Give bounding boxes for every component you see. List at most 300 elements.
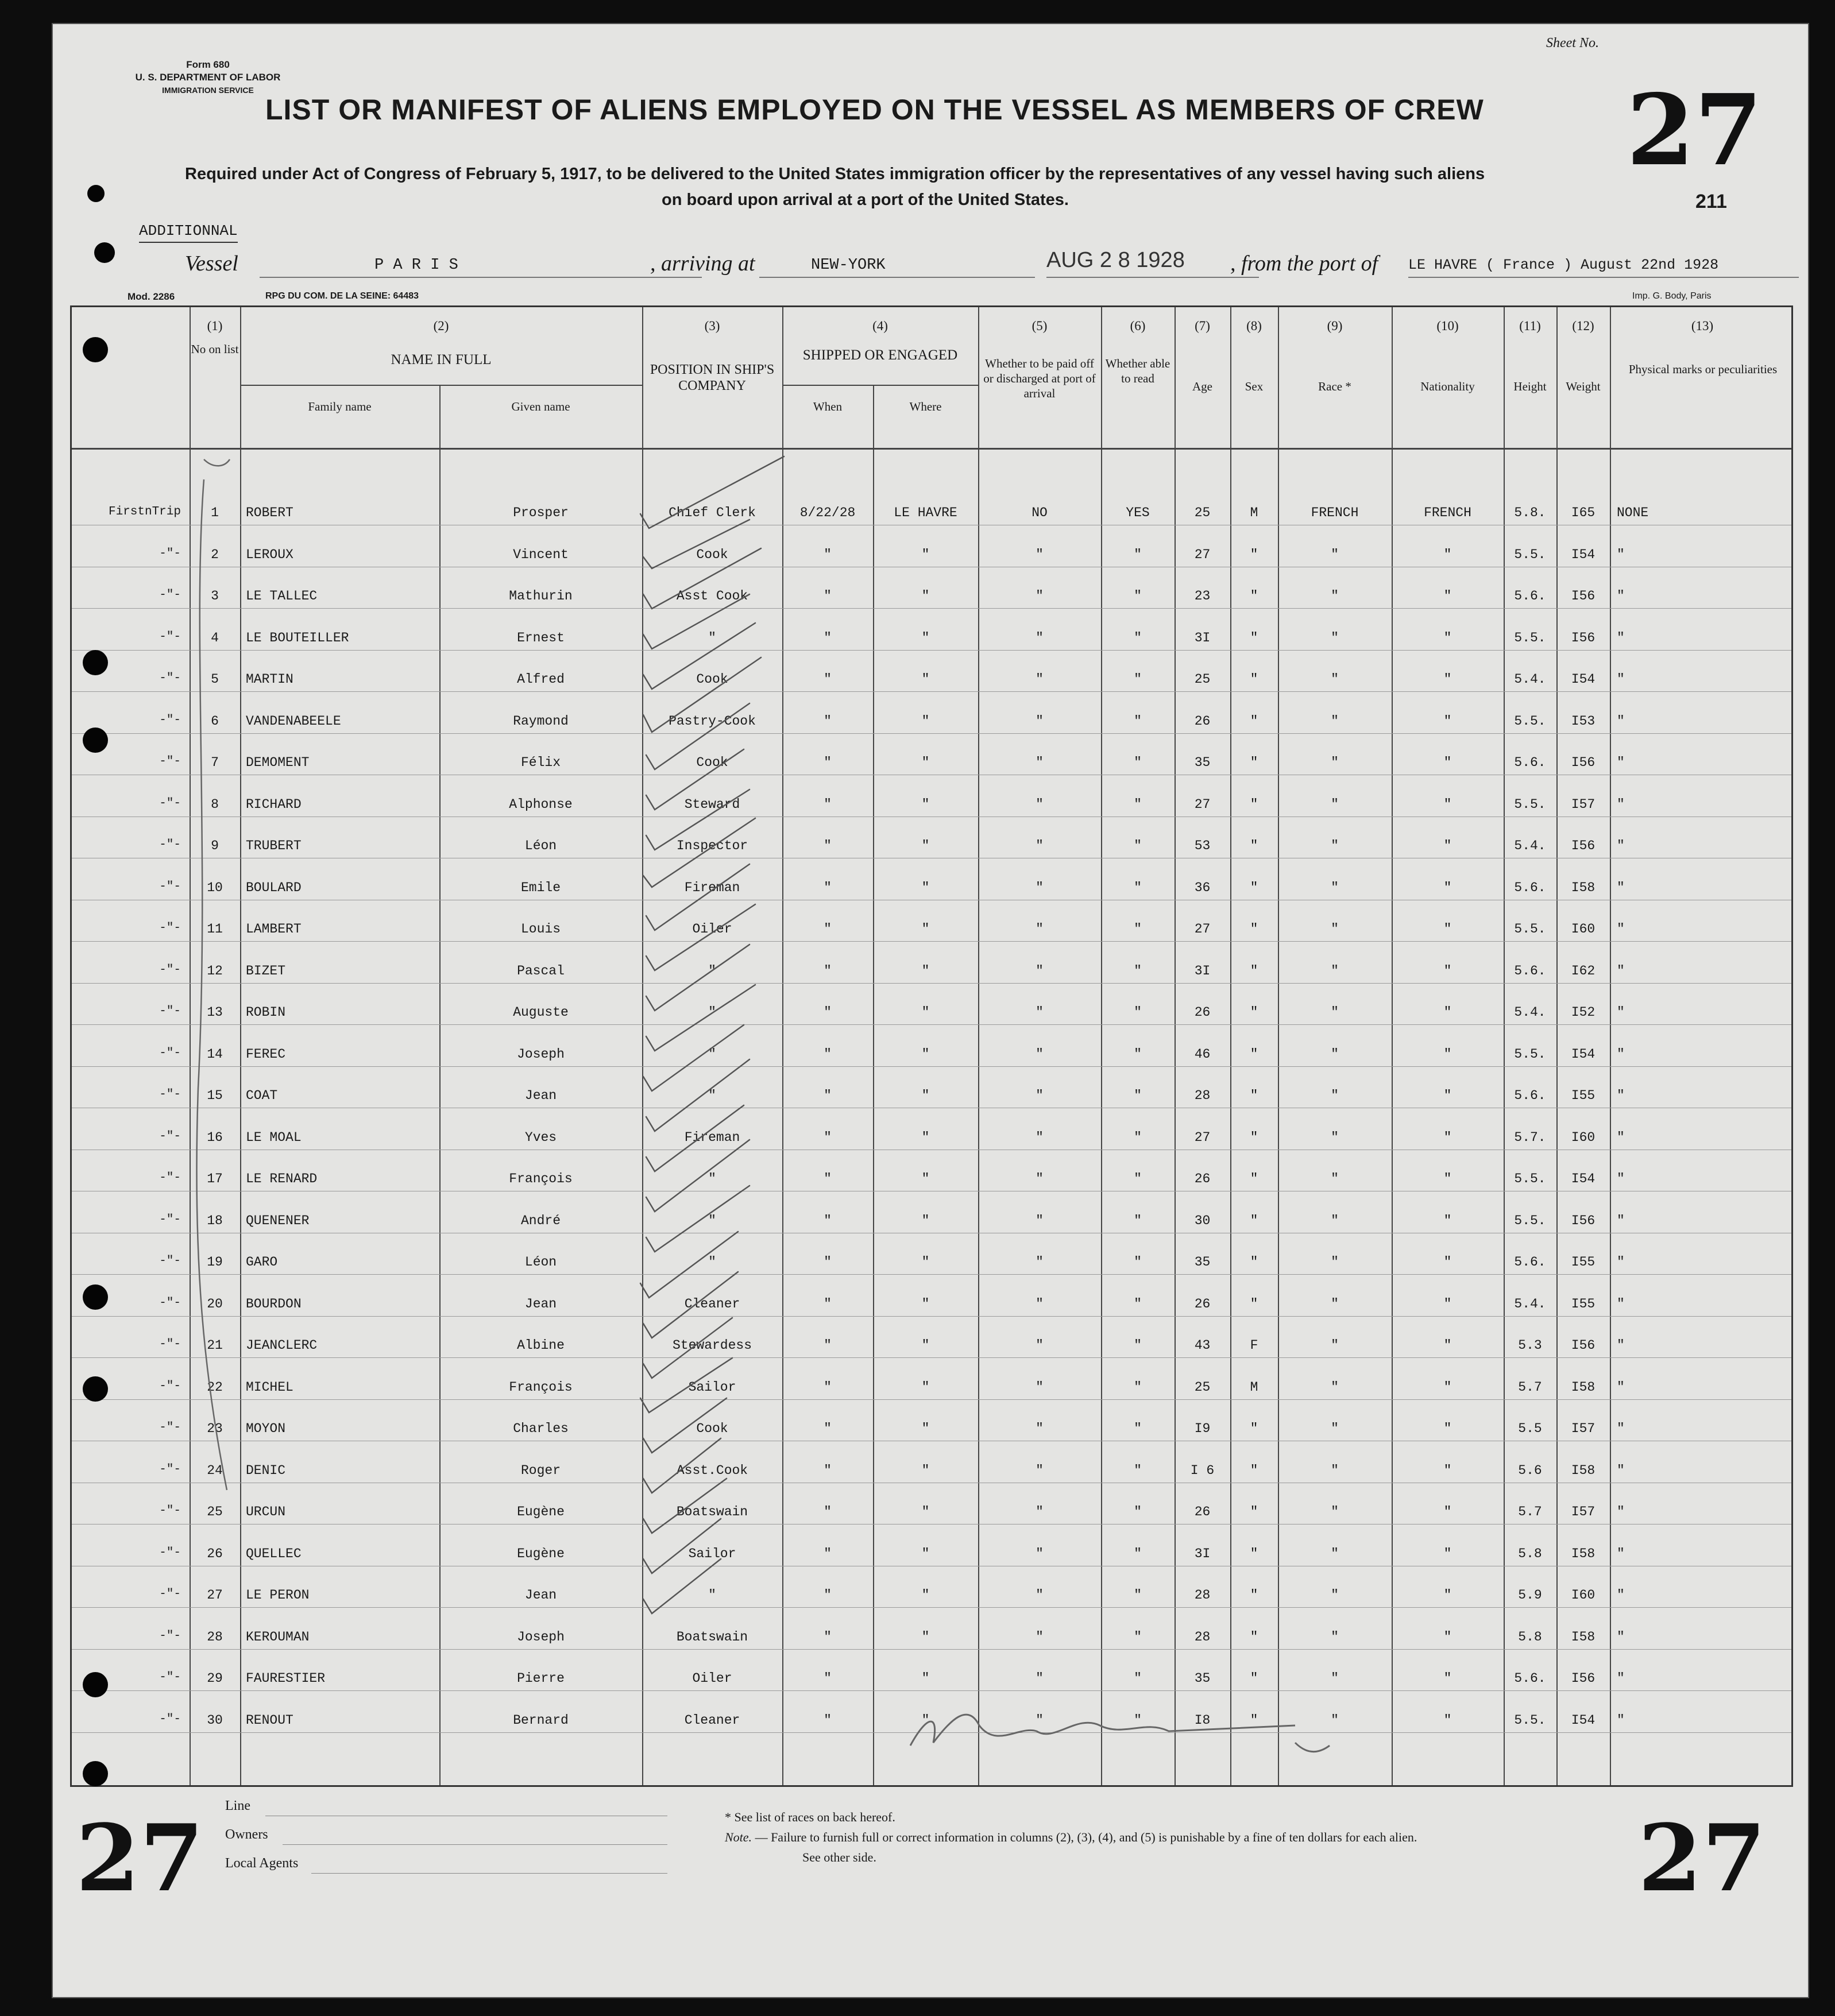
no-cell: 28 [207,1629,223,1644]
age-cell: 27 [1194,796,1211,812]
able-read-cell: " [1134,755,1142,770]
note-text: — Failure to furnish full or correct information in columns (2), (3), (4), and (5) is punishable by a fine of ten dollars for each alien. [755,1830,1417,1844]
given-name-cell: Joseph [517,1629,565,1644]
check-marks [635,451,790,1645]
age-cell: 26 [1194,713,1211,729]
height-cell: 5.6 [1518,1462,1542,1478]
hdr-physical: Physical marks or peculiarities [1628,362,1778,376]
position-cell: Pastry-Cook [669,713,756,729]
able-read-cell: " [1134,1338,1142,1353]
sex-cell: " [1250,1462,1258,1478]
weight-cell: I58 [1571,1629,1596,1644]
race-cell: " [1331,880,1339,895]
family-name-cell: JEANCLERC [246,1338,318,1353]
trip-cell: -"- [159,1296,181,1310]
weight-cell: I54 [1571,547,1596,562]
hdr-age: Age [1192,380,1212,393]
weight-cell: I56 [1571,755,1596,770]
weight-cell: I55 [1571,1255,1596,1270]
family-name-cell: URCUN [246,1504,286,1519]
fine-note [725,1830,1417,1845]
position-cell: " [708,630,716,645]
printer-left: RPG DU COM. DE LA SEINE: 64483 [265,291,419,301]
able-read-cell: " [1134,880,1142,895]
able-read-cell: " [1134,589,1142,603]
sex-cell: F [1250,1338,1258,1353]
paid-off-cell: " [1036,713,1044,729]
age-cell: 35 [1194,1671,1211,1686]
height-cell: 5.8 [1518,1629,1542,1644]
paid-off-cell: " [1036,796,1044,812]
able-read-cell: " [1134,1588,1142,1603]
sex-cell: " [1250,963,1258,978]
when-cell: " [824,796,832,812]
race-cell: " [1331,547,1339,562]
when-cell: " [824,1129,832,1145]
col-num-1: (1) [207,319,223,333]
sex-cell: " [1250,880,1258,895]
paid-off-cell: " [1036,1629,1044,1644]
no-cell: 18 [207,1213,223,1228]
given-name-cell: Joseph [517,1046,565,1062]
sex-cell: " [1250,1504,1258,1519]
when-cell: " [824,1504,832,1519]
arriving-label: , arriving at [650,251,755,276]
when-cell: " [824,1296,832,1311]
family-name-cell: LE MOAL [246,1129,302,1145]
weight-cell: I53 [1571,713,1596,729]
punch-hole [94,242,115,263]
hdr-family-name: Family name [308,400,372,413]
punch-hole [87,185,105,202]
given-name-cell: André [520,1213,561,1228]
nationality-cell: " [1443,880,1452,895]
no-cell: 7 [211,755,219,770]
able-read-cell: " [1134,796,1142,812]
where-cell: " [921,1379,930,1395]
when-cell: " [824,672,832,687]
position-cell: Cook [696,672,728,687]
family-name-cell: COAT [246,1088,278,1103]
hdr-height: Height [1513,380,1547,393]
punch-hole [83,728,108,753]
height-cell: 5.8 [1518,1546,1542,1561]
where-cell: " [921,1296,930,1311]
form-info [122,59,294,96]
age-cell: 26 [1194,1504,1211,1519]
age-cell: 30 [1194,1213,1211,1228]
physical-marks-cell: " [1617,630,1625,645]
weight-cell: I58 [1571,880,1596,895]
race-cell: " [1331,838,1339,853]
no-cell: 11 [207,922,223,937]
age-cell: 26 [1194,1171,1211,1186]
nationality-cell: " [1443,1046,1452,1062]
family-name-cell: KEROUMAN [246,1629,310,1644]
given-name-cell: Pierre [517,1671,565,1686]
able-read-cell: " [1134,1504,1142,1519]
weight-cell: I54 [1571,672,1596,687]
date-line [1046,277,1259,278]
able-read-cell: " [1134,1296,1142,1311]
given-name-cell: Albine [517,1338,565,1353]
family-name-cell: FAURESTIER [246,1671,326,1686]
sheet-number-bottom-right: 27 [1638,1804,1766,1912]
position-cell: Asst.Cook [676,1462,748,1478]
col-num-5: (5) [1032,319,1048,333]
where-cell: " [921,1129,930,1145]
when-cell: " [824,1338,832,1353]
height-cell: 5.9 [1518,1588,1542,1603]
physical-marks-cell: " [1617,1129,1625,1145]
paid-off-cell: " [1036,1712,1044,1728]
no-cell: 3 [211,589,219,603]
age-cell: I9 [1194,1421,1211,1436]
physical-marks-cell: " [1617,1046,1625,1062]
able-read-cell: " [1134,1005,1142,1020]
weight-cell: I55 [1571,1088,1596,1103]
position-cell: Asst Cook [676,589,748,603]
trip-cell: -"- [159,1213,181,1226]
weight-cell: I65 [1571,505,1596,520]
age-cell: 26 [1194,1296,1211,1311]
hdr-sex: Sex [1245,380,1264,393]
nationality-cell: " [1443,1629,1452,1644]
where-cell: " [921,1088,930,1103]
official-signature [893,1691,1410,1771]
age-cell: I 6 [1190,1462,1215,1478]
age-cell: 35 [1194,755,1211,770]
race-cell: " [1331,1629,1339,1644]
family-name-cell: LAMBERT [246,922,302,937]
sex-cell: " [1250,922,1258,937]
when-cell: " [824,963,832,978]
trip-cell: FirstnTrip [108,505,181,518]
given-name-cell: Jean [524,1088,557,1103]
given-name-cell: Léon [524,1255,557,1270]
family-name-cell: GARO [246,1255,278,1270]
paid-off-cell: " [1036,1171,1044,1186]
arriving-port: NEW-YORK [811,257,886,274]
physical-marks-cell: NONE [1617,505,1649,520]
where-cell: " [921,1629,930,1644]
punch-hole [83,337,108,362]
when-cell: " [824,755,832,770]
age-cell: 3I [1194,963,1211,978]
height-cell: 5.6. [1514,1255,1546,1270]
physical-marks-cell: " [1617,589,1625,603]
where-cell: " [921,963,930,978]
position-cell: Sailor [688,1546,736,1561]
weight-cell: I57 [1571,1421,1596,1436]
sex-cell: " [1250,1712,1258,1728]
position-cell: Fireman [684,1129,740,1145]
sex-cell: M [1250,505,1258,520]
race-cell: " [1331,1213,1339,1228]
no-cell: 22 [207,1379,223,1395]
when-cell: " [824,1379,832,1395]
weight-cell: I54 [1571,1171,1596,1186]
weight-cell: I56 [1571,1338,1596,1353]
age-cell: 27 [1194,1129,1211,1145]
able-read-cell: " [1134,713,1142,729]
position-cell: Steward [684,796,740,812]
nationality-cell: " [1443,672,1452,687]
family-name-cell: ROBIN [246,1005,286,1020]
nationality-cell: FRENCH [1424,505,1471,520]
height-cell: 5.5. [1514,1171,1546,1186]
family-name-cell: BIZET [246,963,286,978]
trip-cell: -"- [159,1712,181,1726]
weight-cell: I54 [1571,1046,1596,1062]
age-cell: 35 [1194,1255,1211,1270]
printer-right: Imp. G. Body, Paris [1632,291,1712,301]
hdr-weight: Weight [1566,380,1601,393]
hdr-shipped: SHIPPED OR ENGAGED [802,347,958,363]
height-cell: 5.4. [1514,838,1546,853]
able-read-cell: " [1134,963,1142,978]
given-name-cell: François [509,1171,573,1186]
no-cell: 13 [207,1005,223,1020]
when-cell: " [824,1421,832,1436]
weight-cell: I56 [1571,589,1596,603]
sex-cell: " [1250,1129,1258,1145]
nationality-cell: " [1443,1088,1452,1103]
from-port-label: , from the port of [1230,251,1378,276]
paid-off-cell: " [1036,1213,1044,1228]
nationality-cell: " [1443,1712,1452,1728]
vessel-name-line [260,277,702,278]
given-name-cell: Yves [524,1129,557,1145]
race-cell: " [1331,1129,1339,1145]
race-cell: " [1331,1255,1339,1270]
trip-cell: -"- [159,547,181,560]
weight-cell: I60 [1571,922,1596,937]
family-name-cell: QUELLEC [246,1546,302,1561]
hdr-race: Race * [1318,380,1351,393]
no-cell: 19 [207,1255,223,1270]
nationality-cell: " [1443,796,1452,812]
sheet-number: 27 [1627,73,1763,188]
trip-cell: -"- [159,1462,181,1476]
no-cell: 21 [207,1338,223,1353]
when-cell: " [824,1213,832,1228]
subtitle-line-1: Required under Act of Congress of February 5, 1917, to be delivered to the United States immigration officer by the representatives of any vessel having such aliens [185,165,1485,183]
given-name-cell: Jean [524,1296,557,1311]
sex-cell: " [1250,1296,1258,1311]
able-read-cell: " [1134,1629,1142,1644]
where-cell: " [921,880,930,895]
from-port-line [1408,277,1799,278]
age-cell: I8 [1194,1712,1211,1728]
height-cell: 5.8. [1514,505,1546,520]
age-cell: 3I [1194,630,1211,645]
vessel-label: Vessel [185,251,238,276]
race-cell: " [1331,1588,1339,1603]
no-cell: 25 [207,1504,223,1519]
physical-marks-cell: " [1617,1379,1625,1395]
able-read-cell: " [1134,1129,1142,1145]
nationality-cell: " [1443,713,1452,729]
race-cell: " [1331,1338,1339,1353]
no-cell: 14 [207,1046,223,1062]
where-cell: " [921,1338,930,1353]
weight-cell: I56 [1571,838,1596,853]
trip-cell: -"- [159,880,181,893]
paid-off-cell: " [1036,1046,1044,1062]
position-cell: Inspector [676,838,748,853]
given-name-cell: Félix [520,755,561,770]
position-cell: " [708,963,716,978]
position-cell: Cleaner [684,1296,740,1311]
given-name-cell: Mathurin [509,589,573,603]
when-cell: " [824,589,832,603]
where-cell: " [921,1546,930,1561]
when-cell: " [824,1171,832,1186]
height-cell: 5.6. [1514,1088,1546,1103]
paid-off-cell: NO [1032,505,1048,520]
no-cell: 24 [207,1462,223,1478]
given-name-cell: Prosper [513,505,569,520]
family-name-cell: QUENENER [246,1213,310,1228]
physical-marks-cell: " [1617,1171,1625,1186]
hdr-when: When [813,400,843,413]
height-cell: 5.5. [1514,630,1546,645]
race-cell: " [1331,589,1339,603]
given-name-cell: Auguste [513,1005,569,1020]
trip-cell: -"- [159,838,181,852]
col-num-3: (3) [704,319,720,333]
position-cell: " [708,1005,716,1020]
no-cell: 27 [207,1588,223,1603]
weight-cell: I57 [1571,1504,1596,1519]
no-cell: 26 [207,1546,223,1561]
nationality-cell: " [1443,1255,1452,1270]
sex-cell: " [1250,589,1258,603]
trip-cell: -"- [159,713,181,727]
race-cell: " [1331,630,1339,645]
trip-cell: -"- [159,1171,181,1185]
given-name-cell: Charles [513,1421,569,1436]
able-read-cell: " [1134,547,1142,562]
where-cell: " [921,838,930,853]
able-read-cell: " [1134,672,1142,687]
paid-off-cell: " [1036,880,1044,895]
nationality-cell: " [1443,1671,1452,1686]
col-num-11: (11) [1519,319,1541,333]
no-cell: 2 [211,547,219,562]
height-cell: 5.5. [1514,1046,1546,1062]
family-name-cell: DEMOMENT [246,755,310,770]
race-cell: " [1331,1379,1339,1395]
height-cell: 5.7. [1514,1129,1546,1145]
able-read-cell: " [1134,630,1142,645]
nationality-cell: " [1443,1421,1452,1436]
able-read-cell: " [1134,1712,1142,1728]
family-name-cell: BOULARD [246,880,302,895]
where-cell: " [921,1213,930,1228]
races-note: * See list of races on back hereof. [725,1810,895,1824]
given-name-cell: Jean [524,1588,557,1603]
page-title: LIST OR MANIFEST OF ALIENS EMPLOYED ON THE VESSEL AS MEMBERS OF CREW [265,94,1484,126]
race-cell: " [1331,672,1339,687]
given-name-cell: François [509,1379,573,1395]
when-cell: " [824,1712,832,1728]
nationality-cell: " [1443,1129,1452,1145]
page-reference: 211 [1695,191,1727,212]
where-cell: " [921,1005,930,1020]
no-cell: 20 [207,1296,223,1311]
height-cell: 5.7 [1518,1379,1542,1395]
sex-cell: " [1250,755,1258,770]
sex-cell: " [1250,547,1258,562]
physical-marks-cell: " [1617,880,1625,895]
able-read-cell: " [1134,1213,1142,1228]
position-cell: " [708,1171,716,1186]
family-name-cell: MARTIN [246,672,293,687]
date-stamp: AUG 2 8 1928 [1046,248,1185,272]
when-cell: " [824,713,832,729]
physical-marks-cell: " [1617,713,1625,729]
no-cell: 1 [211,505,219,520]
service: IMMIGRATION SERVICE [162,86,254,95]
age-cell: 28 [1194,1588,1211,1603]
physical-marks-cell: " [1617,1629,1625,1644]
additional-label: ADDITIONNAL [139,222,238,243]
when-cell: " [824,1462,832,1478]
paid-off-cell: " [1036,755,1044,770]
height-cell: 5.6. [1514,589,1546,603]
where-cell: " [921,630,930,645]
note-label: Note. [725,1830,752,1844]
position-cell: " [708,1088,716,1103]
age-cell: 25 [1194,672,1211,687]
trip-cell: -"- [159,922,181,935]
paid-off-cell: " [1036,1088,1044,1103]
physical-marks-cell: " [1617,1588,1625,1603]
sex-cell: " [1250,713,1258,729]
physical-marks-cell: " [1617,1213,1625,1228]
physical-marks-cell: " [1617,1546,1625,1561]
nationality-cell: " [1443,1588,1452,1603]
hdr-able-read: Whether able to read [1105,357,1170,385]
able-read-cell: " [1134,1171,1142,1186]
where-cell: " [921,672,930,687]
age-cell: 3I [1194,1546,1211,1561]
position-cell: Sailor [688,1379,736,1395]
paid-off-cell: " [1036,589,1044,603]
owners-label: Owners [225,1827,268,1842]
age-cell: 25 [1194,505,1211,520]
paid-off-cell: " [1036,963,1044,978]
when-cell: " [824,1046,832,1062]
race-cell: " [1331,755,1339,770]
paid-off-cell: " [1036,1005,1044,1020]
trip-cell: -"- [159,1421,181,1434]
physical-marks-cell: " [1617,1296,1625,1311]
where-cell: " [921,1255,930,1270]
sex-cell: " [1250,1546,1258,1561]
nationality-cell: " [1443,1005,1452,1020]
age-cell: 26 [1194,1005,1211,1020]
given-name-cell: Eugène [517,1546,565,1561]
physical-marks-cell: " [1617,796,1625,812]
family-name-cell: FEREC [246,1046,286,1062]
family-name-cell: LE BOUTEILLER [246,630,349,645]
no-cell: 15 [207,1088,223,1103]
sex-cell: " [1250,1629,1258,1644]
nationality-cell: " [1443,1213,1452,1228]
